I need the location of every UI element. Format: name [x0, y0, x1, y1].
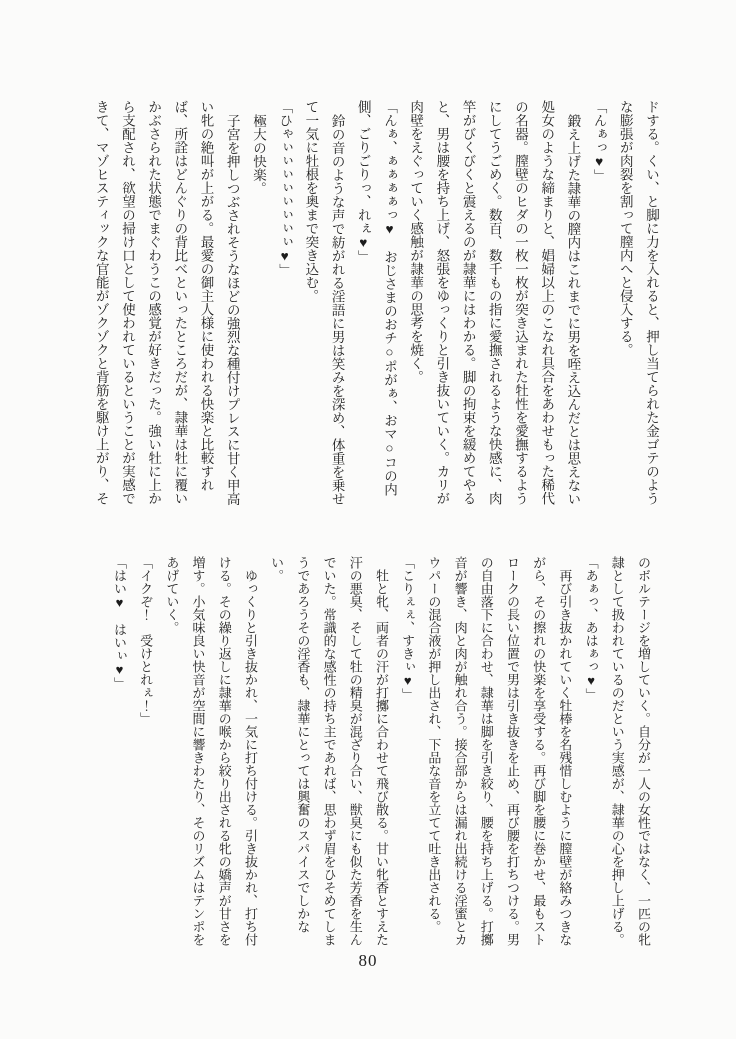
paragraph: 牡と牝、両者の汗が打擲に合わせて飛び散る。甘い牝香とすえた汗の悪臭、そして牡の精臭が混ざり合い、獣臭にも似た芳香を生んでいた。常識的な感性の持ち主であれば、思わず眉をひそめてしまうであろうその淫香も、隷華にとっては興奮のスパイスでしかない。: [269, 556, 389, 946]
paragraph: 「はい♥ はいぃ♥」: [111, 556, 127, 690]
paragraph: ゆっくりと引き抜かれ、一気に打ち付ける。引き抜かれ、打ち付ける。その繰り返しに隷華の喉から絞り出される牝の嬌声が甘さを増す。小気味良い快音が空間に響きわたり、そのリズムはテンポをあげていく。: [164, 556, 258, 946]
paragraph: 「んぁ、ぁぁぁぁっ♥ おじさまのおチ○ポがぁ、おマ○コの内側、ごりごりっ、れぇ♥」: [355, 100, 397, 496]
text-block-top: [88, 100, 664, 507]
paragraph: 極大の快楽。: [250, 113, 266, 195]
paragraph: 「こりぇぇ、すきぃ♥」: [400, 556, 416, 701]
page-number: 80: [358, 951, 378, 970]
text-block-bottom: [106, 556, 656, 949]
paragraph: 鈴の音のような声で紡がれる淫語に男は笑みを深め、体重を乗せて一気に牡根を奥まで突き込む。: [303, 100, 345, 505]
paragraph: ドする。くい、と脚に力を入れると、押し当てられた金ゴテのような膨張が肉裂を割って膣内へと侵入する。: [617, 100, 659, 505]
paragraph: 「ひゃぃぃぃぃぃぃぃぃ♥」: [277, 100, 293, 277]
paragraph: 「イクぞ！ 受けとれぇ！」: [138, 556, 154, 725]
paragraph: 「んぁっ♥」: [591, 100, 607, 183]
paragraph: のボルテージを増していく。自分が一人の女性ではなく、一匹の牝隷として扱われているのだという実感が、隷華の心を押し上げる。: [609, 556, 651, 946]
paragraph: 鍛え上げた隷華の膣内はこれまでに男を咥え込んだとは思えない処女のような締まりと、娼婦以上のこなれ具合をあわせもった稀代の名器。膣壁のヒダの一枚一枚が突き込まれた牡性を愛撫するようにしてうごめく。数百、数千もの指に愛撫されるような快感に、肉竿がびくびくと震えるのが隷華にはわかる。脚の拘束を緩めてやると、男は腰を持ち上げ、怒張をゆっくりと引き抜いていく。カリが肉壁をえぐっていく感触が隷華の思考を焼く。: [408, 100, 581, 505]
paragraph: 再び引き抜かれていく牡棒を名残惜しむように膣壁が絡みつきながら、その擦れの快楽を享受する。再び脚を腰に巻かせ、最もストロークの長い位置で男は引き抜きを止め、再び腰を打ちつける。男の自由落下に合わせ、隷華は脚を引き絞り、腰を持ち上げる。打擲音が響き、肉と肉が触れ合う。接合部からは漏れ出続ける淫蜜とカウパーの混合液が押し出され、下品な音を立てて吐き出される。: [426, 556, 573, 946]
paragraph: 「あぁっ、あはぁっ♥」: [583, 556, 599, 701]
paragraph: 子宮を押しつぶされそうなほどの強烈な種付けプレスに甘く甲高い牝の絶叫が上がる。最愛の御主人様に使われる快楽と比較すれば、所詮はどんぐりの背比べといったところだが、隷華は牡に覆いかぶさられた状態でまぐわうこの感覚が好きだった。強い牡に上から支配され、欲望の掃け口として使われているということが実感できて、マゾヒスティックな官能がゾクゾクと背筋を駆け上がり、そ: [93, 100, 240, 505]
